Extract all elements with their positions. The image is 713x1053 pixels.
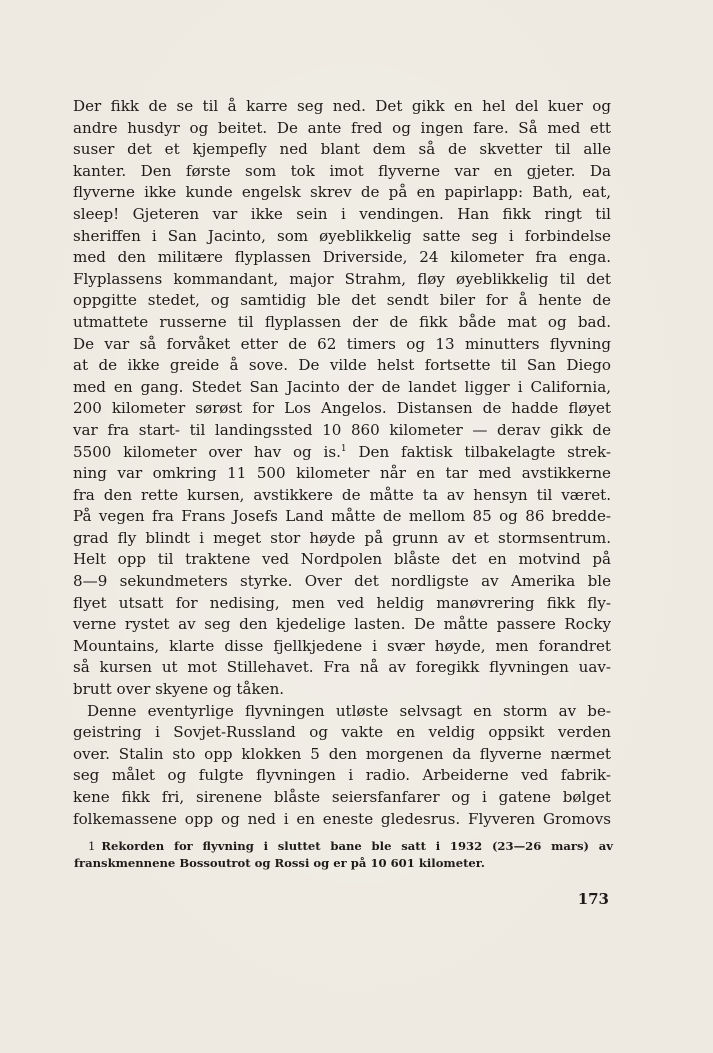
- text-line: Flyplassens kommandant, major Strahm, fløy øyeblikkelig til det: [73, 269, 611, 288]
- text-line: 200 kilometer sørøst for Los Angelos. Distansen de hadde fløyet: [73, 399, 611, 418]
- text-line: grad fly blindt i meget stor høyde på grunn av et stormsentrum.: [73, 528, 611, 547]
- text-line: så kursen ut mot Stillehavet. Fra nå av foregikk flyvningen uav-: [73, 658, 611, 677]
- text-line: oppgitte stedet, og samtidig ble det sendt biler for å hente de: [73, 291, 611, 310]
- text-line: at de ikke greide å sove. De vilde helst fortsette til San Diego: [73, 356, 611, 375]
- text-line: med den militære flyplassen Driverside, 24 kilometer fra enga.: [73, 248, 611, 267]
- text-line: sleep! Gjeteren var ikke sein i vendingen. Han fikk ringt til: [73, 204, 611, 223]
- text-fragment: 5500 kilometer over hav og is.: [73, 442, 341, 461]
- text-line: På vegen fra Frans Josefs Land måtte de mellom 85 og 86 bredde-: [73, 507, 611, 526]
- footnote-mark: 1: [88, 839, 96, 853]
- text-line: ning var omkring 11 500 kilometer når en tar med avstikkerne: [73, 464, 611, 483]
- text-line: Denne eventyrlige flyvningen utløste selvsagt en storm av be-: [87, 701, 611, 720]
- paragraph-2: [73, 701, 611, 831]
- text-line: verne rystet av seg den kjedelige lasten. De måtte passere Rocky: [73, 615, 611, 634]
- text-line: andre husdyr og beitet. De ante fred og ingen fare. Så med ett: [73, 118, 611, 137]
- text-line: De var så forvåket etter de 62 timers og 13 minutters flyvning: [73, 334, 611, 353]
- text-line: utmattete russerne til flyplassen der de fikk både mat og bad.: [73, 312, 611, 331]
- text-line: flyverne ikke kunde engelsk skrev de på en papirlapp: Bath, eat,: [73, 183, 611, 202]
- text-line: kene fikk fri, sirenene blåste seiersfanfarer og i gatene bølget: [73, 788, 611, 806]
- paragraph-1: [73, 96, 611, 701]
- text-line: kanter. Den første som tok imot flyverne var en gjeter. Da: [73, 161, 611, 180]
- text-line: brutt over skyene og tåken.: [73, 680, 285, 699]
- text-line: sheriffen i San Jacinto, som øyeblikkelig satte seg i forbindelse: [73, 226, 611, 245]
- footnote-line: [88, 838, 613, 855]
- text-line: Mountains, klarte disse fjellkjedene i svær høyde, men forandret: [73, 636, 611, 655]
- body-text: [73, 96, 611, 830]
- text-line: geistring i Sovjet-Russland og vakte en veldig oppsikt verden: [73, 723, 611, 742]
- footnote-line: franskmennene Bossoutrot og Rossi og er på 10 601 kilometer.: [74, 856, 485, 870]
- text-line: 8—9 sekundmeters styrke. Over det nordligste av Amerika ble: [73, 572, 611, 591]
- text-line: fra den rette kursen, avstikkere de måtte ta av hensyn til været.: [73, 485, 611, 504]
- footnote-reference[interactable]: 1: [340, 443, 347, 454]
- text-line: suser det et kjempefly ned blant dem så de skvetter til alle: [73, 140, 611, 159]
- text-line: Der fikk de se til å karre seg ned. Det gikk en hel del kuer og: [73, 97, 611, 115]
- page-number: 173: [577, 890, 609, 908]
- text-line: var fra start- til landingssted 10 860 kilometer — derav gikk de: [73, 420, 611, 439]
- text-line: folkemassene opp og ned i en eneste gledesrus. Flyveren Gromovs: [73, 809, 611, 828]
- text-line: flyet utsatt for nedising, men ved heldig manøvrering fikk fly-: [73, 593, 611, 612]
- text-line: med en gang. Stedet San Jacinto der de landet ligger i California,: [73, 377, 611, 396]
- footnote-text: Rekorden for flyvning i sluttet bane ble satt i 1932 (23—26 mars) av: [101, 839, 613, 853]
- footnote: [74, 838, 613, 872]
- text-fragment: Den faktisk tilbakelagte strek-: [346, 442, 612, 461]
- text-line: over. Stalin sto opp klokken 5 den morgenen da flyverne nærmet: [73, 744, 611, 763]
- text-line: Helt opp til traktene ved Nordpolen blåste det en motvind på: [73, 550, 611, 569]
- text-line-with-footnote: [73, 442, 611, 464]
- text-line: seg målet og fulgte flyvningen i radio. Arbeiderne ved fabrik-: [73, 766, 611, 785]
